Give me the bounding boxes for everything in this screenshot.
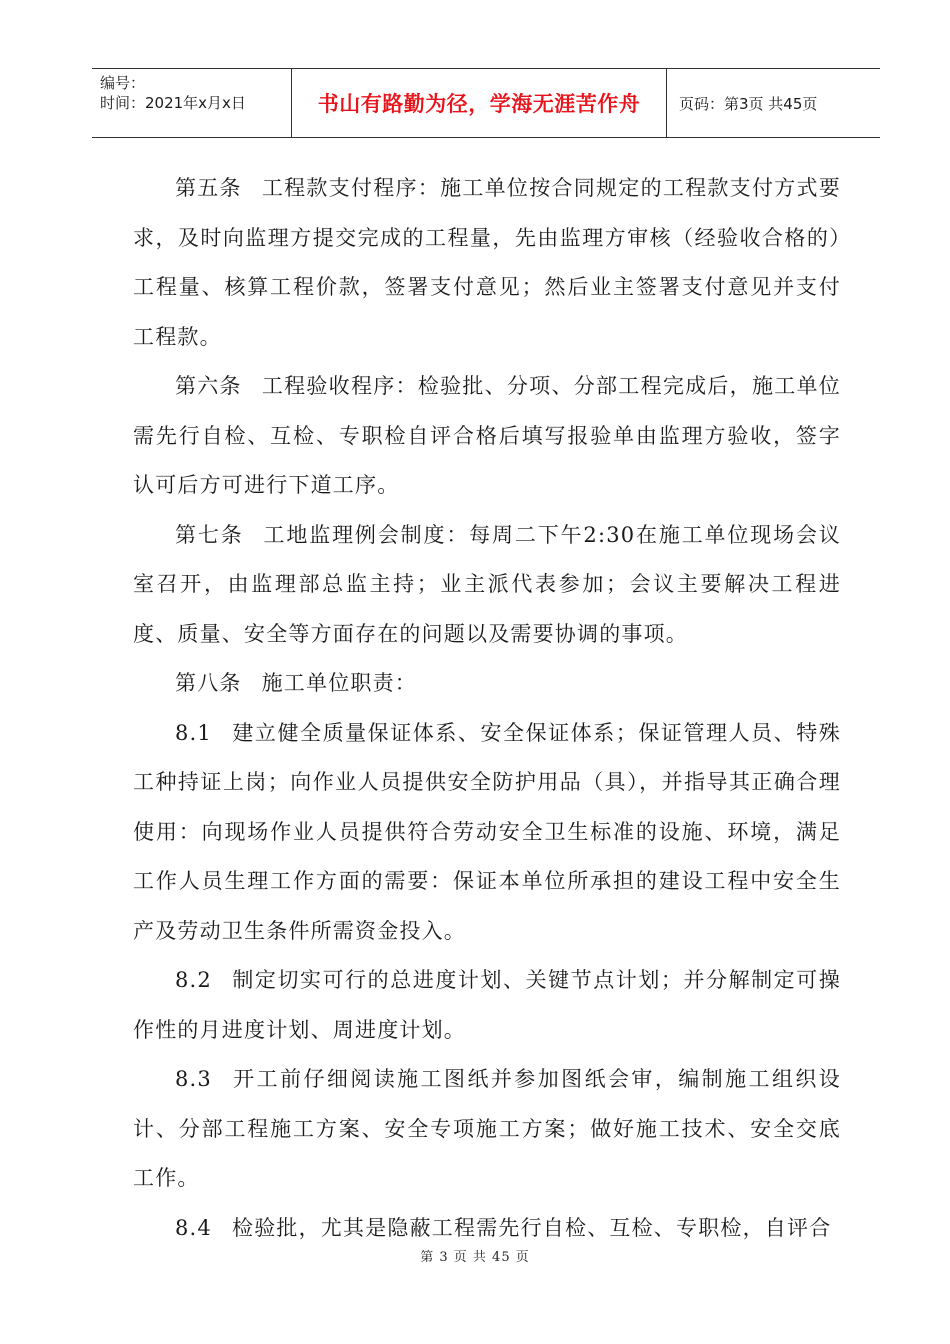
paragraph-article-8 [133,659,841,709]
header-page-info: 页码：第3页 共45页 [679,94,818,113]
paragraph-label: 8.2 [175,968,212,992]
paragraph-label: 第八条 [175,671,242,695]
paragraph-text: 工地监理例会制度：每周二下午2:30在施工单位现场会议室召开，由监理部总监主持；业主派代表参加；会议主要解决工程进度、质量、安全等方面存在的问题以及需要协调的事项。 [133,522,841,646]
document-header [92,68,880,138]
header-meta-cell [92,69,292,137]
document-time-label: 时间：2021年x月x日 [100,94,246,112]
header-motto: 书山有路勤为径，学海无涯苦作舟 [292,69,667,137]
paragraph-text: 开工前仔细阅读施工图纸并参加图纸会审，编制施工组织设计、分部工程施工方案、安全专项施工方案；做好施工技术、安全交底工作。 [133,1067,841,1190]
paragraph-article-7 [133,511,841,660]
paragraph-text: 检验批，尤其是隐蔽工程需先行自检、互检、专职检，自评合 [232,1215,832,1240]
paragraph-label: 第六条 [175,374,242,398]
paragraph-label: 8.4 [175,1215,212,1240]
page-footer: 第 3 页 共 45 页 [420,1250,530,1265]
paragraph-item-8-2 [133,956,841,1055]
paragraph-text: 工程验收程序：检验批、分项、分部工程完成后，施工单位需先行自检、互检、专职检自评合格后填写报验单由监理方验收，签字认可后方可进行下道工序。 [133,374,841,497]
document-number-label: 编号： [100,74,146,92]
paragraph-item-8-3 [133,1055,841,1204]
paragraph-label: 8.3 [175,1067,212,1091]
paragraph-label: 第五条 [175,176,242,200]
paragraph-article-6 [133,362,841,511]
paragraph-text: 制定切实可行的总进度计划、关键节点计划；并分解制定可操作性的月进度计划、周进度计划。 [133,968,841,1042]
paragraph-text: 施工单位职责： [261,671,418,695]
paragraph-item-8-1 [133,709,841,957]
paragraph-label: 第七条 [175,522,244,547]
paragraph-text: 建立健全质量保证体系、安全保证体系；保证管理人员、特殊工种持证上岗；向作业人员提供安全防护用品（具），并指导其正确合理使用：向现场作业人员提供符合劳动安全卫生标准的设施、环境，满足工作人员生理工作方面的需要：保证本单位所承担的建设工程中安全生产及劳动卫生条件所需资金投入。 [133,720,841,943]
paragraph-article-5 [133,164,841,362]
paragraph-text: 工程款支付程序：施工单位按合同规定的工程款支付方式要求，及时向监理方提交完成的工程量，先由监理方审核（经验收合格的）工程量、核算工程价款，签署支付意见；然后业主签署支付意见并支付工程款。 [133,176,841,349]
document-body [133,164,841,1253]
paragraph-label: 8.1 [175,720,212,745]
